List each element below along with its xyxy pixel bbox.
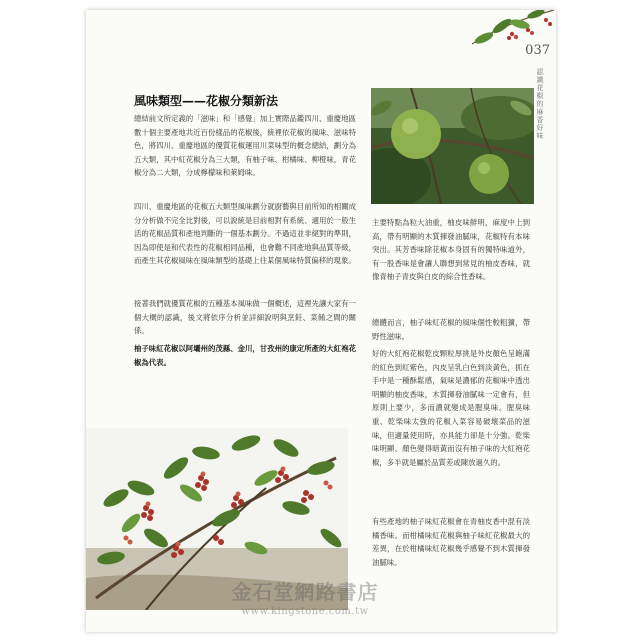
paragraph-right-3: 好的大紅袍花椒乾皮顆粒厚挑是外皮顏色呈飽滿的紅色到紅紫色，內皮呈乳白色到淡黃色，抓在手中是一種酥鬆感，氣味是濃郁的花椒味中透出明顯的柚皮香味，木質揮發油膩味一定會有，但原則上要少，多而濃就變成是腥臭味。腥臭味重、乾柴味太強的花椒入菜容易破壞菜品的滋味，但適量使用時，亦具能力卻是十分強。乾柴味明顯、顏色變得暗黃而沒有柚子味的大紅袍花椒，多半就是屬於品質差或陳放過久的。 [372, 349, 530, 467]
paragraph-left-3: 接著我們就優質花椒的五種基本風味做一個概述，這裡先讓大家有一個大概的認識，後文將依序分析並詳細說明與烹飪、菜餚之間的關係。 [134, 299, 356, 336]
section-title: 風味類型——花椒分類新法 [134, 94, 279, 108]
paragraph-right-4: 有些產地的柚子味紅花椒會在青柚皮香中混有淡橘香味。而柑橘味紅花椒與柚子味紅花椒最大的差異，在於柑橘味紅花椒幾乎感覺不到木質揮發油膩味。 [372, 517, 530, 567]
paragraph-right-2: 總體而言，柚子味紅花椒的風味個性較粗獷，帶野性滋味。 [372, 318, 530, 341]
paragraph-right-1: 主要特點為粒大油重，柚皮味鮮明，麻度中上到高，帶有明顯的木質揮發油膩味，花椒特有本味突出。其芳香味除花椒本身固有的獨特味道外，有一股香味是會讓人聯想到常見的柚皮香味，就像青柚子青皮與白皮的綜合性香味。 [372, 218, 530, 282]
watermark-logo-text: 金石堂網路書店 [231, 580, 379, 604]
green-peppercorn-photo [371, 88, 534, 204]
watermark-url: www.kingstone.com.tw [241, 606, 369, 617]
paragraph-left-4: 柚子味紅花椒以阿壩州的茂縣、金川，甘孜州的康定所產的大紅袍花椒為代表。 [134, 344, 356, 367]
book-page [86, 10, 556, 632]
paragraph-left-2: 四川、重慶地區的花椒五大類型風味劃分就廚藝與目前所知的相關成分分析做不完全比對後，可以說統是目前相對有系統、適用於一般生活的花椒品質和產地判斷的一個基本劃分。不過這並非絕對的準則，因為即使是和代表性的花椒相同品種，也會難不同產地與品質等級，而產生其花椒風味在風味類型的基礎上往某個風味特質偏移的現象。 [134, 202, 356, 266]
page-number: 037 [525, 43, 550, 58]
chapter-running-title: 認識花椒的麻香好味 [536, 68, 544, 140]
red-peppercorn-photo [86, 428, 348, 610]
paragraph-left-1: 總結前文所定義的「滋味」和「感覺」加上實際品鑑四川、重慶地區數十個主要產地共近百份樣品的花椒後，統裡依花椒的風味、滋味特色，將四川、重慶地區的優質花椒運用川菜味型的概念總結，劃分為五大類，其中紅花椒分為三大類，有柚子味、柑橘味、柳橙味，青花椒分為二大類，分成檸檬味和萊姆味。 [134, 114, 356, 178]
